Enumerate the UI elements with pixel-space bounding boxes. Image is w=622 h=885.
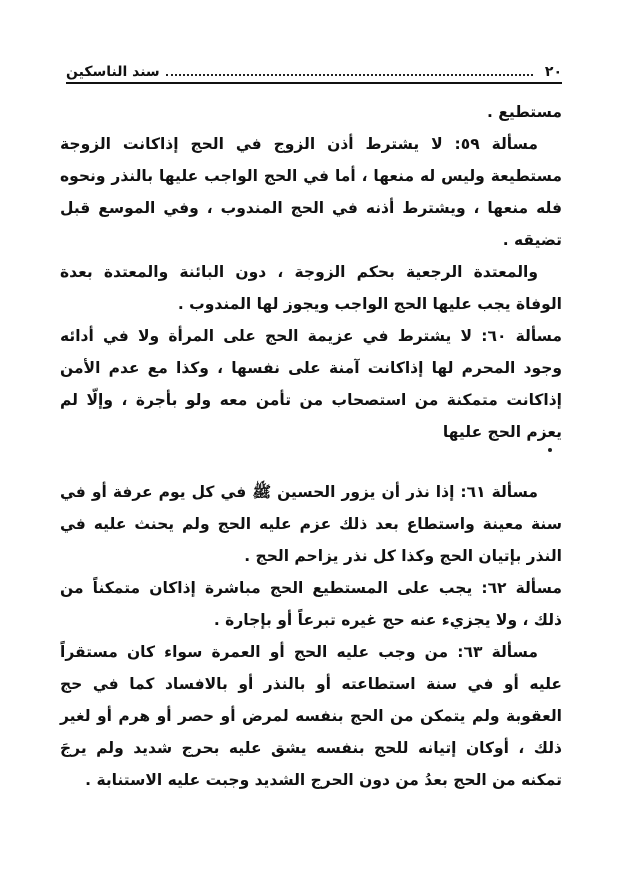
- header-dotted-leader: [166, 74, 533, 76]
- running-title: سند الناسكين: [66, 64, 160, 80]
- paragraph: مسألة ٦٢: يجب على المستطيع الحج مباشرة إذاكان متمكناً من ذلك ، ولا يجزيء عنه حج غيره تبرعاً أو بإجارة .: [60, 579, 562, 629]
- paragraph: مسألة ٦١: إذا نذر أن يزور الحسين ﷺ في كل يوم عرفة أو في سنة معينة واستطاع بعد ذلك عزم عليه الحج ولم يحنث عليه في النذر بإتيان الحج وكذا كل نذر يزاحم الحج .: [60, 483, 562, 565]
- paragraph: مستطيع .: [487, 103, 562, 121]
- page-header: [66, 52, 562, 80]
- paragraph: مسألة ٦٠: لا يشترط في عزيمة الحج على المرأة ولا في أدائه وجود المحرم لها إذاكانت آمنة على نفسها ، وكذا مع عدم الأمن إذاكانت متمكنة من استصحاب من تأمن معه ولو بأجرة ، وإلّا لم يعزم الحج عليها: [60, 327, 563, 441]
- header-rule: [66, 82, 562, 84]
- document-body: [60, 96, 562, 796]
- paragraph: مسألة ٥٩: لا يشترط أذن الزوج في الحج إذاكانت الزوجة مستطيعة وليس له منعها ، أما في الحج الواجب عليها بالنذر ونحوه فله منعها ، ويشترط أذنه في الحج المندوب ، وفي الموسع قبل تضيقه .: [60, 135, 562, 249]
- paragraph: والمعتدة الرجعية بحكم الزوجة ، دون البائنة والمعتدة بعدة الوفاة يجب عليها الحج الواجب ويجوز لها المندوب .: [60, 263, 562, 313]
- paragraph: مسألة ٦٣: من وجب عليه الحج أو العمرة سواء كان مستقراً عليه أو في سنة استطاعته أو بالنذر أو بالافساد كما في حج العقوبة ولم يتمكن من الحج بنفسه لمرض أو حصر أو هرم أو لغير ذلك ، أوكان إتيانه للحج بنفسه يشق عليه بحرج شديد ولم يرجَ تمكنه من الحج بعدُ من دون الحرج الشديد وجبت عليه الاستنابة .: [60, 643, 562, 789]
- stray-dot-mark: [548, 448, 552, 452]
- page-number: ٢٠: [544, 64, 562, 80]
